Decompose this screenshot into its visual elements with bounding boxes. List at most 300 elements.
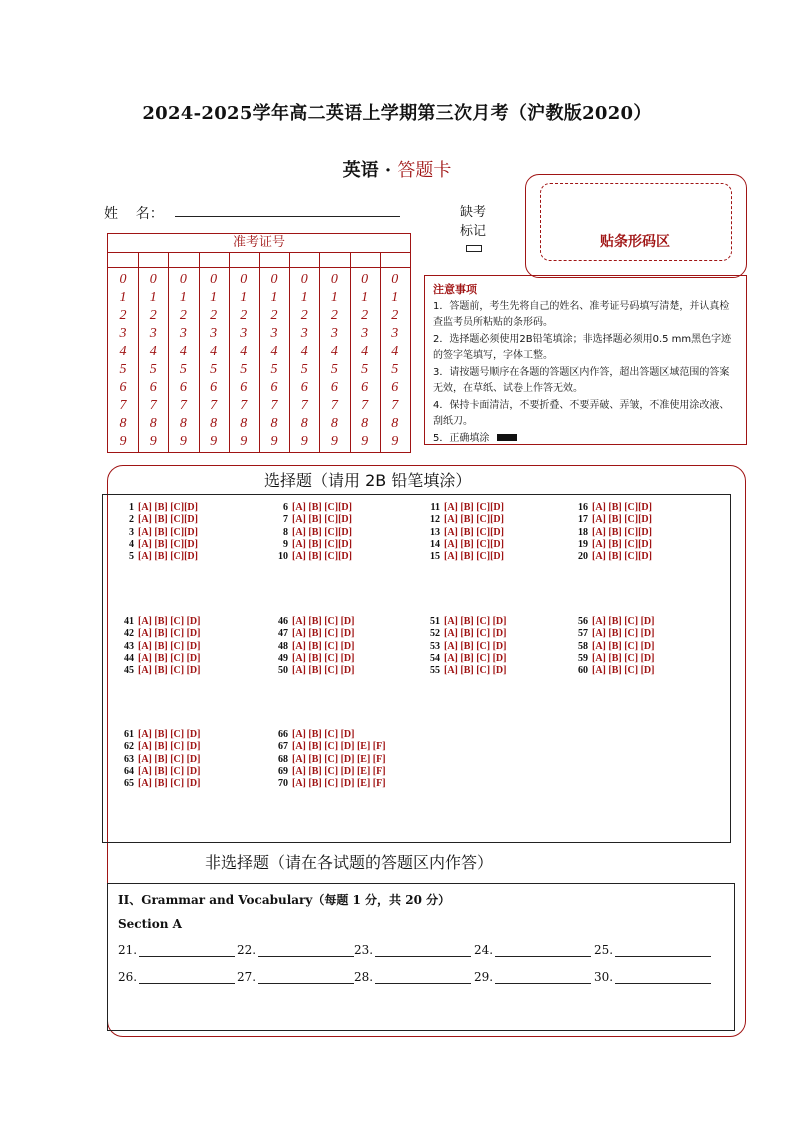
- absent-label: [456, 203, 490, 241]
- mcq-option-bubbles[interactable]: [A] [B] [C][D]: [592, 514, 652, 526]
- mcq-question-row[interactable]: [270, 778, 386, 790]
- exam-id-digit-bubble[interactable]: 0: [391, 272, 399, 287]
- mcq-question-row[interactable]: [116, 641, 200, 653]
- mcq-option-bubbles[interactable]: [A] [B] [C][D]: [138, 526, 198, 538]
- mcq-question-row[interactable]: [422, 616, 506, 628]
- mcq-question-number: 55: [430, 665, 440, 677]
- exam-id-digit-bubble[interactable]: 5: [210, 362, 218, 377]
- mcq-question-number: 45: [124, 665, 134, 677]
- exam-id-digit-bubble[interactable]: 3: [210, 326, 218, 341]
- mcq-question-row[interactable]: [422, 653, 506, 665]
- mcq-option-bubbles[interactable]: [A] [B] [C] [D]: [592, 652, 655, 664]
- grammar-blank-line[interactable]: [495, 971, 591, 984]
- grammar-blank-line[interactable]: [375, 971, 471, 984]
- mcq-option-bubbles[interactable]: [A] [B] [C] [D]: [138, 729, 201, 740]
- mcq-question-row[interactable]: [116, 628, 200, 640]
- barcode-label: 贴条形码区: [600, 234, 670, 250]
- mcq-question-row[interactable]: [270, 527, 352, 539]
- mcq-question-row[interactable]: [570, 551, 652, 563]
- exam-id-digit-bubble[interactable]: 0: [149, 272, 157, 287]
- exam-id-digit-bubble[interactable]: 6: [330, 380, 338, 395]
- exam-id-digit-bubble[interactable]: 5: [330, 362, 338, 377]
- mcq-question-row[interactable]: [422, 527, 504, 539]
- exam-id-digit-bubble[interactable]: 9: [149, 434, 157, 449]
- grammar-blank-line[interactable]: [139, 944, 235, 957]
- mcq-question-number: 10: [278, 551, 288, 563]
- mcq-question-number: 41: [124, 616, 134, 627]
- mcq-question-number: 9: [283, 538, 288, 550]
- exam-id-digit-bubble[interactable]: 4: [240, 344, 248, 359]
- exam-id-digit-bubble[interactable]: 9: [391, 434, 399, 449]
- mcq-option-bubbles[interactable]: [A] [B] [C][D]: [138, 514, 198, 526]
- notice-item-4: 4．保持卡面清洁，不要折叠、不要弄破、弄皱，不准使用涂改液、刮纸刀。: [433, 399, 730, 427]
- grammar-blank[interactable]: [594, 943, 711, 957]
- exam-id-digit-bubble[interactable]: 1: [240, 290, 248, 305]
- exam-id-digit-bubble[interactable]: 0: [361, 272, 369, 287]
- exam-id-digit-bubble[interactable]: 4: [210, 344, 218, 359]
- exam-id-digit-bubble[interactable]: 8: [119, 416, 127, 431]
- mcq-question-row[interactable]: [116, 514, 198, 526]
- mcq-question-row[interactable]: [116, 778, 200, 790]
- exam-id-digit-bubble[interactable]: 2: [240, 308, 248, 323]
- grammar-blank-number: 28.: [354, 970, 374, 984]
- mcq-question-number: 5: [129, 551, 134, 563]
- mcq-question-row[interactable]: [270, 514, 352, 526]
- mcq-question-row[interactable]: [116, 754, 200, 766]
- exam-id-digit-bubble[interactable]: 3: [270, 326, 278, 341]
- mcq-question-row[interactable]: [570, 665, 654, 677]
- notice-box: [424, 275, 747, 445]
- mcq-question-row[interactable]: [270, 766, 386, 778]
- exam-id-digit-bubble[interactable]: 5: [149, 362, 157, 377]
- mcq-option-bubbles[interactable]: [A] [B] [C] [D]: [292, 628, 355, 640]
- mcq-option-bubbles[interactable]: [A] [B] [C] [D]: [444, 640, 507, 652]
- mcq-option-bubbles[interactable]: [A] [B] [C][D]: [138, 551, 198, 563]
- exam-id-write-cell[interactable]: [350, 252, 380, 268]
- grammar-blank-line[interactable]: [375, 944, 471, 957]
- exam-id-digit-bubble[interactable]: 1: [179, 290, 187, 305]
- exam-id-digit-bubble[interactable]: 6: [119, 380, 127, 395]
- mcq-question-row[interactable]: [422, 502, 504, 514]
- mcq-question-row[interactable]: [570, 628, 654, 640]
- exam-id-write-cell[interactable]: [138, 252, 168, 268]
- mcq-option-bubbles[interactable]: [A] [B] [C][D]: [292, 514, 352, 526]
- mcq-question-row[interactable]: [116, 741, 200, 753]
- grammar-blank[interactable]: [354, 970, 471, 984]
- mcq-question-row[interactable]: [116, 527, 198, 539]
- exam-id-digit-bubble[interactable]: 3: [300, 326, 308, 341]
- mcq-option-bubbles[interactable]: [A] [B] [C][D]: [292, 526, 352, 538]
- grammar-blank-line[interactable]: [615, 944, 711, 957]
- exam-id-digit-bubble[interactable]: 2: [119, 308, 127, 323]
- exam-id-digit-bubble[interactable]: 2: [300, 308, 308, 323]
- mcq-option-bubbles[interactable]: [A] [B] [C] [D] [E] [F]: [292, 741, 386, 753]
- exam-id-digit-bubble[interactable]: 8: [300, 416, 308, 431]
- mcq-question-row[interactable]: [422, 551, 504, 563]
- mcq-question-number: 59: [578, 652, 588, 664]
- subtitle-subject: 英语 ·: [342, 160, 398, 181]
- grammar-blank-number: 25.: [594, 943, 614, 957]
- mcq-question-number: 63: [124, 753, 134, 765]
- mcq-option-bubbles[interactable]: [A] [B] [C] [D]: [292, 616, 355, 627]
- mcq-option-bubbles[interactable]: [A] [B] [C] [D]: [138, 753, 201, 765]
- mcq-option-bubbles[interactable]: [A] [B] [C] [D]: [444, 628, 507, 640]
- mcq-option-bubbles[interactable]: [A] [B] [C] [D]: [592, 640, 655, 652]
- mcq-question-row[interactable]: [270, 741, 386, 753]
- exam-id-digit-bubble[interactable]: 4: [361, 344, 369, 359]
- mcq-question-number: 64: [124, 765, 134, 777]
- mcq-option-bubbles[interactable]: [A] [B] [C] [D]: [138, 665, 201, 677]
- mcq-question-number: 53: [430, 640, 440, 652]
- mcq-question-row[interactable]: [116, 539, 198, 551]
- exam-id-digit-bubble[interactable]: 1: [361, 290, 369, 305]
- mcq-option-bubbles[interactable]: [A] [B] [C] [D]: [444, 665, 507, 677]
- exam-id-digit-bubble[interactable]: 1: [270, 290, 278, 305]
- grammar-blank-number: 26.: [118, 970, 138, 984]
- exam-id-write-cell[interactable]: [199, 252, 229, 268]
- exam-id-digit-bubble[interactable]: 6: [391, 380, 399, 395]
- mcq-option-bubbles[interactable]: [A] [B] [C][D]: [444, 502, 504, 513]
- mcq-question-number: 56: [578, 616, 588, 627]
- mcq-option-bubbles[interactable]: [A] [B] [C] [D]: [444, 616, 507, 627]
- mcq-question-row[interactable]: [570, 641, 654, 653]
- exam-id-digit-bubble[interactable]: 4: [119, 344, 127, 359]
- grammar-blank-number: 24.: [474, 943, 494, 957]
- mcq-question-number: 3: [129, 526, 134, 538]
- grammar-blank[interactable]: [474, 943, 591, 957]
- fill-sample-mark: [497, 434, 517, 441]
- exam-id-digit-bubble[interactable]: 7: [361, 398, 369, 413]
- exam-id-digit-bubble[interactable]: 9: [270, 434, 278, 449]
- notice-item-3: 3．请按题号顺序在各题的答题区内作答，超出答题区域范围的答案无效，在草纸、试卷上作答无效。: [433, 366, 730, 394]
- exam-id-digit-bubble[interactable]: 8: [240, 416, 248, 431]
- mcq-option-bubbles[interactable]: [A] [B] [C][D]: [444, 538, 504, 550]
- mcq-question-row[interactable]: [422, 641, 506, 653]
- exam-id-digit-bubble[interactable]: 9: [240, 434, 248, 449]
- exam-id-digit-bubble[interactable]: 9: [179, 434, 187, 449]
- mcq-question-row[interactable]: [422, 628, 506, 640]
- mcq-option-bubbles[interactable]: [A] [B] [C] [D]: [592, 628, 655, 640]
- mcq-option-bubbles[interactable]: [A] [B] [C][D]: [292, 551, 352, 563]
- exam-id-digit-bubble[interactable]: 2: [149, 308, 157, 323]
- exam-id-digit-bubble[interactable]: 3: [179, 326, 187, 341]
- mcq-option-bubbles[interactable]: [A] [B] [C] [D]: [292, 652, 355, 664]
- mcq-question-row[interactable]: [116, 729, 200, 741]
- exam-id-digit-bubble[interactable]: 2: [361, 308, 369, 323]
- mcq-option-bubbles[interactable]: [A] [B] [C] [D] [E] [F]: [292, 753, 386, 765]
- mcq-question-row[interactable]: [270, 729, 354, 741]
- exam-id-digit-bubble[interactable]: 5: [179, 362, 187, 377]
- mcq-question-number: 49: [278, 652, 288, 664]
- exam-id-digit-bubble[interactable]: 8: [270, 416, 278, 431]
- exam-id-digit-bubble[interactable]: 7: [270, 398, 278, 413]
- mcq-question-row[interactable]: [570, 539, 652, 551]
- grammar-blank[interactable]: [594, 970, 711, 984]
- mcq-question-number: 51: [430, 616, 440, 627]
- mcq-question-row[interactable]: [116, 502, 198, 514]
- mcq-question-number: 50: [278, 665, 288, 677]
- exam-id-digit-bubble[interactable]: 4: [330, 344, 338, 359]
- mcq-question-number: 15: [430, 551, 440, 563]
- exam-id-digit-bubble[interactable]: 7: [300, 398, 308, 413]
- exam-id-digit-bubble[interactable]: 5: [391, 362, 399, 377]
- mcq-option-bubbles[interactable]: [A] [B] [C][D]: [592, 526, 652, 538]
- mcq-question-number: 12: [430, 514, 440, 526]
- exam-id-digit-bubble[interactable]: 3: [149, 326, 157, 341]
- exam-id-digit-bubble[interactable]: 1: [119, 290, 127, 305]
- grammar-blank-line[interactable]: [258, 971, 354, 984]
- mcq-option-bubbles[interactable]: [A] [B] [C] [D]: [138, 628, 201, 640]
- mcq-option-bubbles[interactable]: [A] [B] [C][D]: [592, 538, 652, 550]
- exam-id-digit-bubble[interactable]: 7: [210, 398, 218, 413]
- mcq-option-bubbles[interactable]: [A] [B] [C] [D]: [138, 652, 201, 664]
- page-title: 2024-2025学年高二英语上学期第三次月考（沪教版2020）: [142, 103, 652, 124]
- exam-id-digit-bubble[interactable]: 4: [391, 344, 399, 359]
- mcq-option-bubbles[interactable]: [A] [B] [C][D]: [292, 502, 352, 513]
- name-field[interactable]: [175, 216, 400, 217]
- exam-id-digit-bubble[interactable]: 3: [391, 326, 399, 341]
- mcq-question-row[interactable]: [570, 653, 654, 665]
- mcq-question-number: 20: [578, 551, 588, 563]
- mcq-question-row[interactable]: [570, 527, 652, 539]
- exam-id-write-cell[interactable]: [319, 252, 349, 268]
- exam-id-digit-bubble[interactable]: 1: [149, 290, 157, 305]
- mcq-question-number: 14: [430, 538, 440, 550]
- grammar-blank[interactable]: [237, 943, 354, 957]
- exam-id-digit-bubble[interactable]: 8: [330, 416, 338, 431]
- mcq-option-bubbles[interactable]: [A] [B] [C][D]: [138, 538, 198, 550]
- mcq-question-row[interactable]: [270, 653, 354, 665]
- exam-id-write-cell[interactable]: [229, 252, 259, 268]
- exam-id-digit-bubble[interactable]: 2: [179, 308, 187, 323]
- exam-id-digit-bubble[interactable]: 1: [330, 290, 338, 305]
- notice-title: 注意事项: [433, 283, 477, 296]
- grammar-blank[interactable]: [354, 943, 471, 957]
- mcq-question-row[interactable]: [116, 653, 200, 665]
- grammar-blank[interactable]: [118, 970, 235, 984]
- mcq-option-bubbles[interactable]: [A] [B] [C] [D]: [592, 665, 655, 677]
- exam-id-digit-bubble[interactable]: 3: [119, 326, 127, 341]
- mcq-question-number: 69: [278, 765, 288, 777]
- exam-id-digit-bubble[interactable]: 0: [179, 272, 187, 287]
- mcq-question-row[interactable]: [570, 502, 652, 514]
- notice-item-2: 2．选择题必须使用2B铅笔填涂；非选择题必须用0.5 mm黑色字迹的签字笔填写，字体工整。: [433, 333, 732, 361]
- exam-id-grid: [107, 233, 411, 453]
- grammar-blank[interactable]: [474, 970, 591, 984]
- mcq-question-row[interactable]: [422, 514, 504, 526]
- mcq-question-number: 7: [283, 514, 288, 526]
- exam-id-digit-bubble[interactable]: 6: [149, 380, 157, 395]
- mcq-question-row[interactable]: [570, 616, 654, 628]
- mcq-question-number: 46: [278, 616, 288, 627]
- exam-id-digit-bubble[interactable]: 9: [330, 434, 338, 449]
- mcq-question-row[interactable]: [422, 665, 506, 677]
- mcq-question-number: 70: [278, 778, 288, 790]
- exam-id-digit-bubble[interactable]: 0: [270, 272, 278, 287]
- mcq-option-bubbles[interactable]: [A] [B] [C] [D]: [292, 640, 355, 652]
- mcq-question-row[interactable]: [270, 539, 352, 551]
- mcq-question-number: 16: [578, 502, 588, 513]
- exam-id-digit-bubble[interactable]: 3: [361, 326, 369, 341]
- exam-id-digit-bubble[interactable]: 4: [149, 344, 157, 359]
- mcq-option-bubbles[interactable]: [A] [B] [C] [D]: [138, 765, 201, 777]
- exam-id-digit-bubble[interactable]: 6: [300, 380, 308, 395]
- exam-id-digit-bubble[interactable]: 9: [119, 434, 127, 449]
- mcq-question-number: 13: [430, 526, 440, 538]
- mcq-option-bubbles[interactable]: [A] [B] [C] [D]: [444, 652, 507, 664]
- mcq-option-bubbles[interactable]: [A] [B] [C] [D]: [138, 778, 201, 790]
- mcq-option-bubbles[interactable]: [A] [B] [C][D]: [444, 514, 504, 526]
- exam-id-digit-bubble[interactable]: 1: [210, 290, 218, 305]
- mcq-question-number: 44: [124, 652, 134, 664]
- mcq-question-row[interactable]: [570, 514, 652, 526]
- exam-id-digit-bubble[interactable]: 5: [240, 362, 248, 377]
- mcq-question-number: 62: [124, 741, 134, 753]
- exam-id-digit-bubble[interactable]: 0: [240, 272, 248, 287]
- mcq-option-bubbles[interactable]: [A] [B] [C][D]: [592, 502, 652, 513]
- mcq-option-bubbles[interactable]: [A] [B] [C] [D]: [292, 665, 355, 677]
- exam-id-digit-bubble[interactable]: 7: [240, 398, 248, 413]
- exam-id-digit-bubble[interactable]: 0: [119, 272, 127, 287]
- mcq-question-number: 65: [124, 778, 134, 790]
- exam-id-digit-bubble[interactable]: 9: [300, 434, 308, 449]
- grammar-blank-line[interactable]: [615, 971, 711, 984]
- grammar-blank-number: 21.: [118, 943, 138, 957]
- mcq-question-row[interactable]: [270, 502, 352, 514]
- exam-id-digit-bubble[interactable]: 7: [179, 398, 187, 413]
- exam-id-digit-bubble[interactable]: 7: [330, 398, 338, 413]
- mcq-question-row[interactable]: [116, 551, 198, 563]
- exam-id-write-cell[interactable]: [108, 252, 138, 268]
- exam-id-digit-bubble[interactable]: 6: [179, 380, 187, 395]
- mcq-question-number: 11: [430, 502, 440, 513]
- mcq-question-row[interactable]: [116, 665, 200, 677]
- mcq-option-bubbles[interactable]: [A] [B] [C] [D] [E] [F]: [292, 765, 386, 777]
- mcq-option-bubbles[interactable]: [A] [B] [C][D]: [444, 551, 504, 563]
- mcq-option-bubbles[interactable]: [A] [B] [C] [D]: [138, 640, 201, 652]
- exam-id-digit-bubble[interactable]: 7: [119, 398, 127, 413]
- mcq-question-row[interactable]: [270, 665, 354, 677]
- mcq-option-bubbles[interactable]: [A] [B] [C][D]: [292, 538, 352, 550]
- mcq-option-bubbles[interactable]: [A] [B] [C] [D]: [292, 729, 355, 740]
- exam-id-digit-bubble[interactable]: 8: [361, 416, 369, 431]
- mcq-question-number: 4: [129, 538, 134, 550]
- exam-id-digit-bubble[interactable]: 6: [361, 380, 369, 395]
- exam-id-digit-bubble[interactable]: 0: [300, 272, 308, 287]
- exam-id-digit-bubble[interactable]: 6: [240, 380, 248, 395]
- subtitle-answer-card: 答题卡: [397, 160, 452, 181]
- mcq-question-number: 68: [278, 753, 288, 765]
- exam-id-digit-bubble[interactable]: 0: [210, 272, 218, 287]
- exam-id-digit-bubble[interactable]: 2: [210, 308, 218, 323]
- exam-id-digit-bubble[interactable]: 2: [391, 308, 399, 323]
- exam-id-digit-bubble[interactable]: 0: [330, 272, 338, 287]
- notice-item-5: [433, 431, 738, 448]
- mcq-question-number: 52: [430, 628, 440, 640]
- exam-id-digit-bubble[interactable]: 9: [361, 434, 369, 449]
- exam-id-digit-bubble[interactable]: 2: [330, 308, 338, 323]
- mcq-question-number: 17: [578, 514, 588, 526]
- mcq-question-row[interactable]: [270, 628, 354, 640]
- mcq-question-number: 2: [129, 514, 134, 526]
- exam-id-digit-bubble[interactable]: 5: [270, 362, 278, 377]
- mcq-question-number: 66: [278, 729, 288, 740]
- exam-id-digit-bubble[interactable]: 3: [240, 326, 248, 341]
- exam-id-digit-bubble[interactable]: 6: [270, 380, 278, 395]
- grammar-blank-number: 27.: [237, 970, 257, 984]
- mcq-question-number: 18: [578, 526, 588, 538]
- mcq-question-number: 6: [283, 502, 288, 513]
- grammar-blank-number: 22.: [237, 943, 257, 957]
- mcq-option-bubbles[interactable]: [A] [B] [C][D]: [444, 526, 504, 538]
- mcq-option-bubbles[interactable]: [A] [B] [C] [D]: [138, 741, 201, 753]
- mcq-question-number: 54: [430, 652, 440, 664]
- mcq-question-number: 60: [578, 665, 588, 677]
- exam-id-write-cell[interactable]: [259, 252, 289, 268]
- mcq-question-number: 48: [278, 640, 288, 652]
- exam-id-digit-bubble[interactable]: 1: [391, 290, 399, 305]
- mcq-question-row[interactable]: [116, 766, 200, 778]
- exam-id-digit-bubble[interactable]: 6: [210, 380, 218, 395]
- mcq-option-bubbles[interactable]: [A] [B] [C] [D]: [592, 616, 655, 627]
- mcq-question-row[interactable]: [422, 539, 504, 551]
- absent-label-line1: 缺考: [459, 205, 486, 220]
- exam-id-digit-bubble[interactable]: 8: [210, 416, 218, 431]
- exam-id-digit-bubble[interactable]: 2: [270, 308, 278, 323]
- grammar-blank-line[interactable]: [139, 971, 235, 984]
- mcq-option-bubbles[interactable]: [A] [B] [C] [D]: [138, 616, 201, 627]
- exam-id-write-cell[interactable]: [289, 252, 319, 268]
- exam-id-digit-bubble[interactable]: 8: [391, 416, 399, 431]
- grammar-blank-line[interactable]: [258, 944, 354, 957]
- exam-id-digit-bubble[interactable]: 9: [210, 434, 218, 449]
- mcq-title: 选择题（请用 2B 铅笔填涂）: [260, 468, 475, 491]
- exam-id-digit-bubble[interactable]: 8: [179, 416, 187, 431]
- absent-checkbox[interactable]: [466, 245, 482, 252]
- exam-id-digit-bubble[interactable]: 7: [149, 398, 157, 413]
- grammar-blank[interactable]: [118, 943, 235, 957]
- exam-id-digit-bubble[interactable]: 7: [391, 398, 399, 413]
- mcq-question-row[interactable]: [270, 754, 386, 766]
- mcq-option-bubbles[interactable]: [A] [B] [C][D]: [592, 551, 652, 563]
- exam-id-write-cell[interactable]: [380, 252, 410, 268]
- exam-id-digit-bubble[interactable]: 5: [119, 362, 127, 377]
- exam-id-digit-bubble[interactable]: 3: [330, 326, 338, 341]
- exam-id-digit-bubble[interactable]: 4: [179, 344, 187, 359]
- exam-id-digit-bubble[interactable]: 5: [361, 362, 369, 377]
- mcq-question-number: 43: [124, 640, 134, 652]
- mcq-question-number: 19: [578, 538, 588, 550]
- grammar-blank[interactable]: [237, 970, 354, 984]
- exam-id-digit-bubble[interactable]: 4: [270, 344, 278, 359]
- exam-id-digit-bubble[interactable]: 5: [300, 362, 308, 377]
- grammar-blank-number: 30.: [594, 970, 614, 984]
- exam-id-digit-bubble[interactable]: 4: [300, 344, 308, 359]
- mcq-question-row[interactable]: [270, 551, 352, 563]
- mcq-question-number: 58: [578, 640, 588, 652]
- exam-id-digit-bubble[interactable]: 1: [300, 290, 308, 305]
- exam-id-write-cell[interactable]: [168, 252, 198, 268]
- grammar-blank-line[interactable]: [495, 944, 591, 957]
- mcq-question-row[interactable]: [116, 616, 200, 628]
- name-label: 姓 名：: [104, 206, 164, 222]
- mcq-option-bubbles[interactable]: [A] [B] [C][D]: [138, 502, 198, 513]
- mcq-question-row[interactable]: [270, 616, 354, 628]
- mcq-option-bubbles[interactable]: [A] [B] [C] [D] [E] [F]: [292, 778, 386, 790]
- mcq-question-row[interactable]: [270, 641, 354, 653]
- grammar-section-title: II、Grammar and Vocabulary（每题 1 分，共 20 分）: [118, 893, 451, 907]
- exam-id-digit-bubble[interactable]: 8: [149, 416, 157, 431]
